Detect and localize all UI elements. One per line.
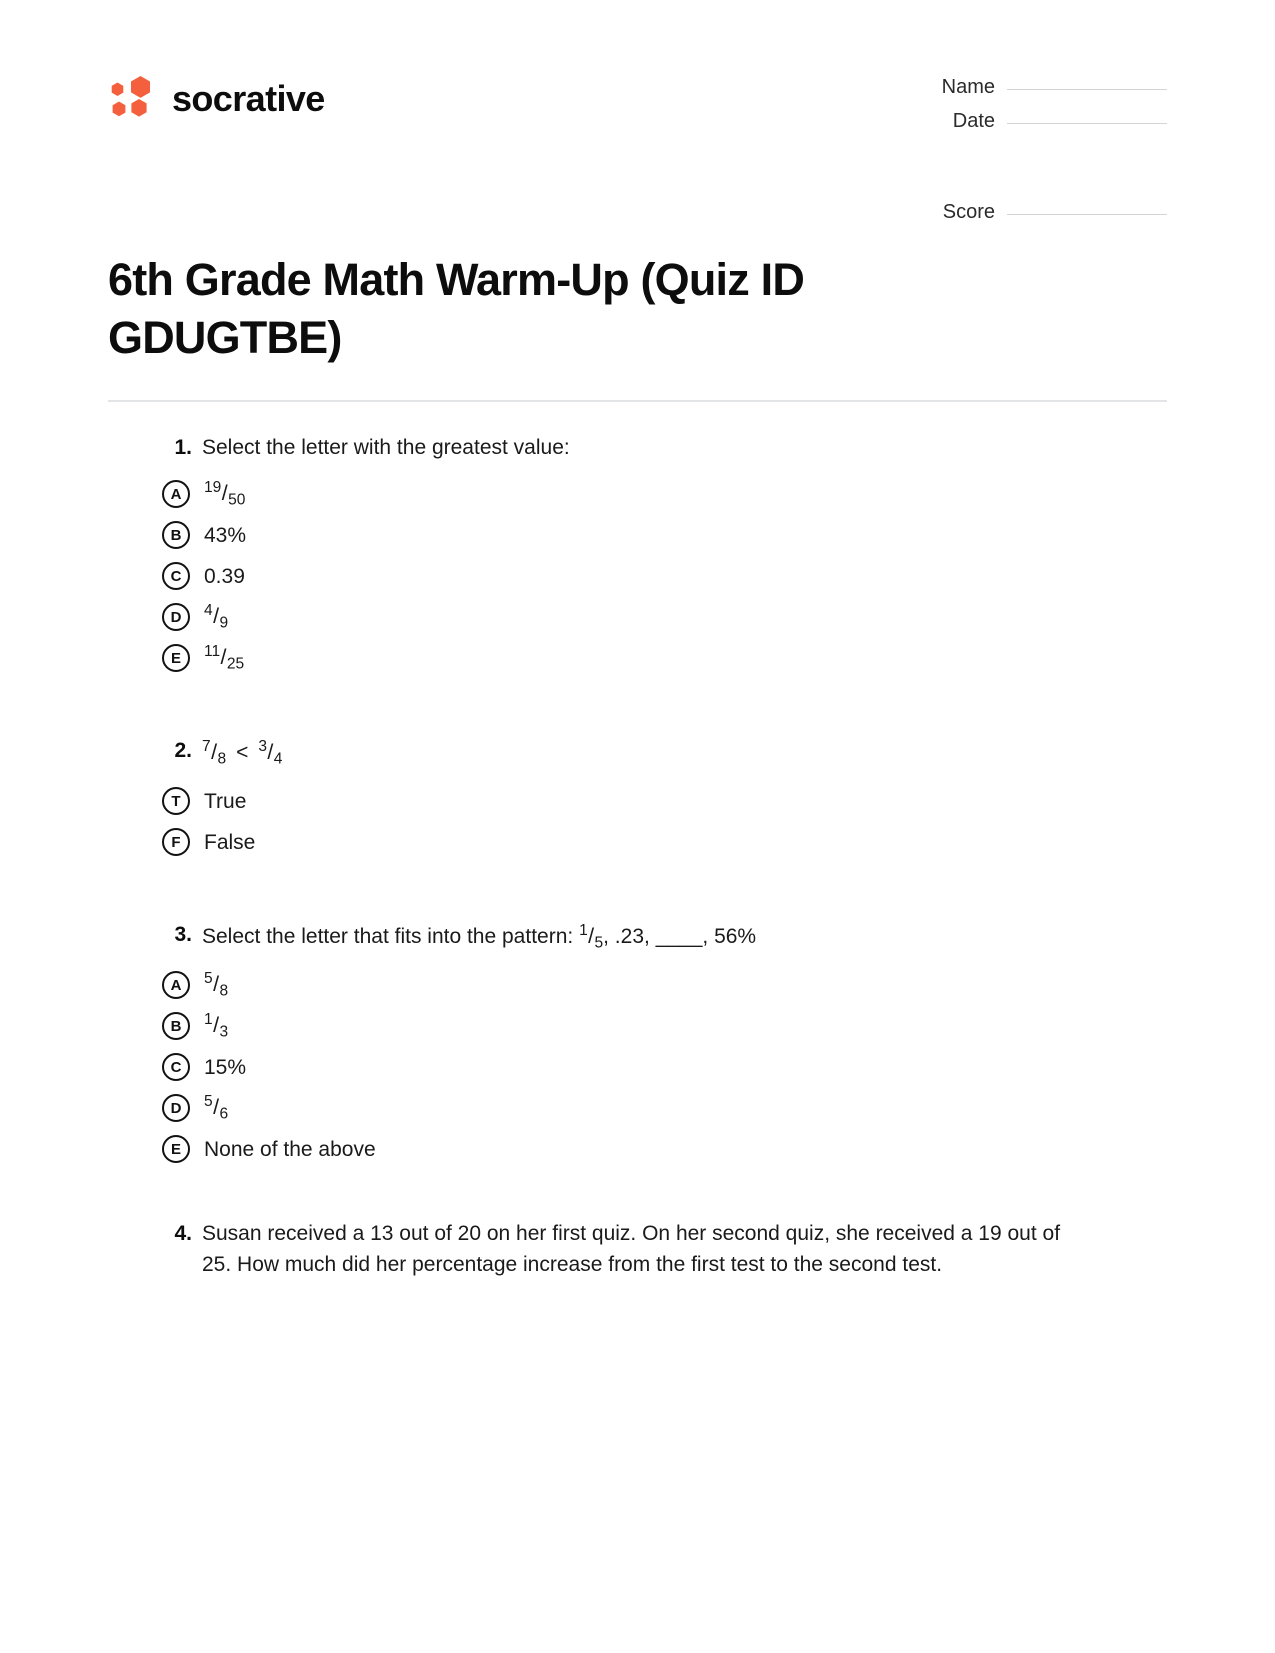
option-3-a-label [204, 969, 228, 1002]
option-bubble[interactable]: D [162, 1094, 190, 1122]
option-2-false-label: False [204, 830, 256, 854]
fraction-slash: / [588, 923, 595, 948]
option-1-d-label [204, 601, 228, 634]
question-3-options [108, 965, 1167, 1170]
student-info-fields [912, 60, 1167, 235]
fraction-numerator: 5 [204, 1092, 213, 1110]
fraction-slash: / [211, 739, 218, 764]
question-2 [108, 735, 1167, 863]
name-input-line[interactable] [1007, 89, 1167, 90]
brand-logo [108, 60, 325, 124]
score-field-row [912, 201, 1167, 224]
fraction-denominator: 5 [594, 934, 604, 952]
fraction-denominator: 25 [226, 655, 245, 673]
pattern-last-term: , 56% [702, 924, 757, 948]
option-bubble[interactable]: T [162, 787, 190, 815]
question-3-text [202, 919, 756, 955]
option-2-false[interactable] [108, 822, 1167, 863]
option-3-e-label: None of the above [204, 1137, 376, 1161]
fraction-slash: / [221, 480, 228, 505]
fraction-denominator: 3 [219, 1023, 229, 1041]
option-bubble[interactable]: C [162, 1053, 190, 1081]
option-3-b-label [204, 1010, 228, 1043]
option-2-true[interactable] [108, 781, 1167, 822]
score-label: Score [942, 201, 995, 223]
question-4-number: 4. [174, 1221, 192, 1245]
option-3-e[interactable] [108, 1129, 1167, 1170]
fraction-slash: / [213, 1012, 220, 1037]
option-bubble[interactable]: F [162, 828, 190, 856]
fraction-slash: / [213, 971, 220, 996]
question-2-head [108, 735, 1167, 771]
option-1-c-label: 0.39 [204, 564, 245, 588]
question-2-options [108, 781, 1167, 863]
option-1-a[interactable] [108, 474, 1167, 515]
fraction-numerator: 5 [204, 969, 213, 987]
question-4-head [108, 1218, 1167, 1281]
socrative-hexagon-logo-icon [108, 74, 158, 124]
question-4 [108, 1218, 1167, 1281]
fraction-denominator: 8 [217, 750, 227, 768]
fraction-denominator: 50 [228, 491, 246, 509]
date-label: Date [952, 110, 995, 132]
option-3-c[interactable] [108, 1047, 1167, 1088]
fraction-numerator: 1 [579, 921, 588, 939]
option-bubble[interactable]: A [162, 480, 190, 508]
option-1-e[interactable] [108, 638, 1167, 679]
option-1-e-label [204, 642, 244, 675]
brand-name: socrative [172, 78, 325, 119]
fraction-slash: / [213, 1094, 220, 1119]
option-bubble[interactable]: B [162, 1012, 190, 1040]
fraction-numerator: 4 [204, 601, 213, 619]
option-bubble[interactable]: D [162, 603, 190, 631]
option-1-b-label: 43% [204, 523, 247, 547]
score-input-line[interactable] [1007, 214, 1167, 215]
option-bubble[interactable]: E [162, 644, 190, 672]
question-1 [108, 432, 1167, 679]
date-input-line[interactable] [1007, 123, 1167, 124]
question-1-text: Select the letter with the greatest value: [202, 436, 570, 460]
option-bubble[interactable]: A [162, 971, 190, 999]
option-1-b[interactable] [108, 515, 1167, 556]
option-1-a-label [204, 478, 245, 511]
fraction-slash: / [267, 739, 274, 764]
question-4-text: Susan received a 13 out of 20 on her first quiz. On her second quiz, she received a 19 out of 25. How much did her percentage increase from the first test to the second test. [202, 1221, 1061, 1277]
title-block [0, 235, 1275, 366]
fraction-numerator: 3 [258, 737, 267, 755]
fraction-numerator: 7 [202, 737, 211, 755]
comparison-operator: < [236, 740, 249, 764]
question-1-options [108, 474, 1167, 679]
fraction-slash: / [220, 644, 227, 669]
option-3-d-label [204, 1092, 228, 1125]
fraction-slash: / [213, 603, 220, 628]
fraction-denominator: 9 [219, 614, 229, 632]
fraction-denominator: 4 [273, 750, 283, 768]
question-3-prompt: Select the letter that fits into the pattern: [202, 924, 574, 948]
name-label: Name [941, 76, 995, 98]
option-3-d[interactable] [108, 1088, 1167, 1129]
name-field-row [912, 76, 1167, 99]
option-1-d[interactable] [108, 597, 1167, 638]
option-3-b[interactable] [108, 1006, 1167, 1047]
page-header [0, 0, 1275, 235]
question-2-text [202, 735, 282, 771]
option-bubble[interactable]: B [162, 521, 190, 549]
fraction-numerator: 1 [204, 1010, 213, 1028]
fraction-numerator: 19 [204, 478, 222, 496]
question-1-number: 1. [174, 436, 192, 460]
fraction-numerator: 11 [204, 642, 221, 660]
question-1-head [108, 432, 1167, 464]
option-bubble[interactable]: E [162, 1135, 190, 1163]
question-2-number: 2. [174, 738, 192, 762]
option-3-c-label: 15% [204, 1055, 247, 1079]
date-field-row [912, 110, 1167, 133]
page-title: 6th Grade Math Warm-Up (Quiz ID GDUGTBE) [108, 254, 805, 363]
pattern-second-term: , .23, [603, 924, 650, 948]
fraction-denominator: 6 [219, 1105, 229, 1123]
fraction-denominator: 8 [219, 982, 229, 1000]
option-1-c[interactable] [108, 556, 1167, 597]
option-2-true-label: True [204, 789, 247, 813]
questions-list [0, 402, 1275, 1281]
question-3-head [108, 919, 1167, 955]
option-3-a[interactable] [108, 965, 1167, 1006]
question-3 [108, 919, 1167, 1170]
pattern-blank: ____ [655, 924, 703, 948]
question-3-number: 3. [174, 922, 192, 946]
option-bubble[interactable]: C [162, 562, 190, 590]
